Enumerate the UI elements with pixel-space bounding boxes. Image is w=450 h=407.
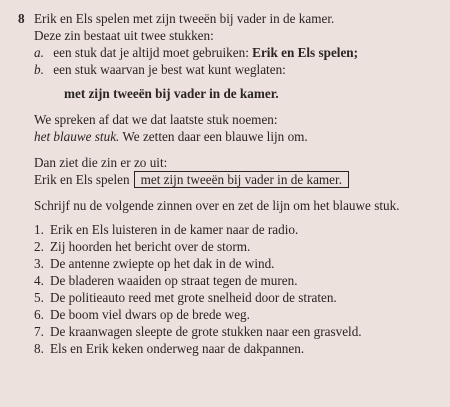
instruction: Schrijf nu de volgende zinnen over en zet de lijn om het blauwe stuk. [34,198,400,213]
sentence-list [18,221,436,357]
list-item [18,306,436,323]
list-item-number: 2. [34,239,44,254]
agree-line-1: We spreken af dat we dat laatste stuk noemen: [34,112,278,127]
list-item-text: Zij hoorden het bericht over de storm. [50,239,251,254]
list-item [18,340,436,357]
list-item [18,323,436,340]
part-a-text: een stuk dat je altijd moet gebruiken: [53,45,249,60]
result-example [18,171,436,188]
list-item-text: Els en Erik keken onderweg naar de dakpannen. [50,341,305,356]
exercise-number: 8 [18,11,25,26]
part-b-bold-text: met zijn tweeën bij vader in de kamer. [64,86,279,101]
list-item-number: 6. [34,307,44,322]
part-b [18,61,436,78]
agree-rest: We zetten daar een blauwe lijn om. [119,129,308,144]
part-b-text: een stuk waarvan je best wat kunt weglaten: [53,62,286,77]
agree-line-2 [18,128,436,145]
list-item-number: 5. [34,290,44,305]
list-item-text: De kraanwagen sleepte de grote stukken naar een grasveld. [50,324,362,339]
exercise-heading [18,10,436,27]
agree-italic: het blauwe stuk. [34,129,120,144]
list-item-text: De politieauto reed met grote snelheid door de straten. [50,290,337,305]
part-a [18,44,436,61]
list-item [18,289,436,306]
list-item-number: 1. [34,222,44,237]
list-item-number: 3. [34,256,44,271]
part-b-label: b. [34,62,44,77]
result-intro: Dan ziet die zin er zo uit: [34,155,168,170]
list-item [18,272,436,289]
example-sentence: Erik en Els spelen met zijn tweeën bij vader in de kamer. [34,11,335,26]
intro-text: Deze zin bestaat uit twee stukken: [34,28,214,43]
list-item-number: 8. [34,341,44,356]
list-item [18,221,436,238]
list-item-text: De bladeren waaiden op straat tegen de muren. [50,273,298,288]
list-item [18,238,436,255]
part-a-bold: Erik en Els spelen; [252,45,359,60]
result-plain: Erik en Els spelen [34,172,130,187]
blue-box: met zijn tweeën bij vader in de kamer. [134,171,349,188]
part-a-label: a. [34,45,44,60]
list-item-number: 4. [34,273,44,288]
part-b-bold [18,85,436,102]
list-item-text: De antenne zwiepte op het dak in de wind. [50,256,275,271]
list-item-text: De boom viel dwars op de brede weg. [50,307,250,322]
list-item-text: Erik en Els luisteren in de kamer naar de radio. [50,222,299,237]
list-item-number: 7. [34,324,44,339]
list-item [18,255,436,272]
